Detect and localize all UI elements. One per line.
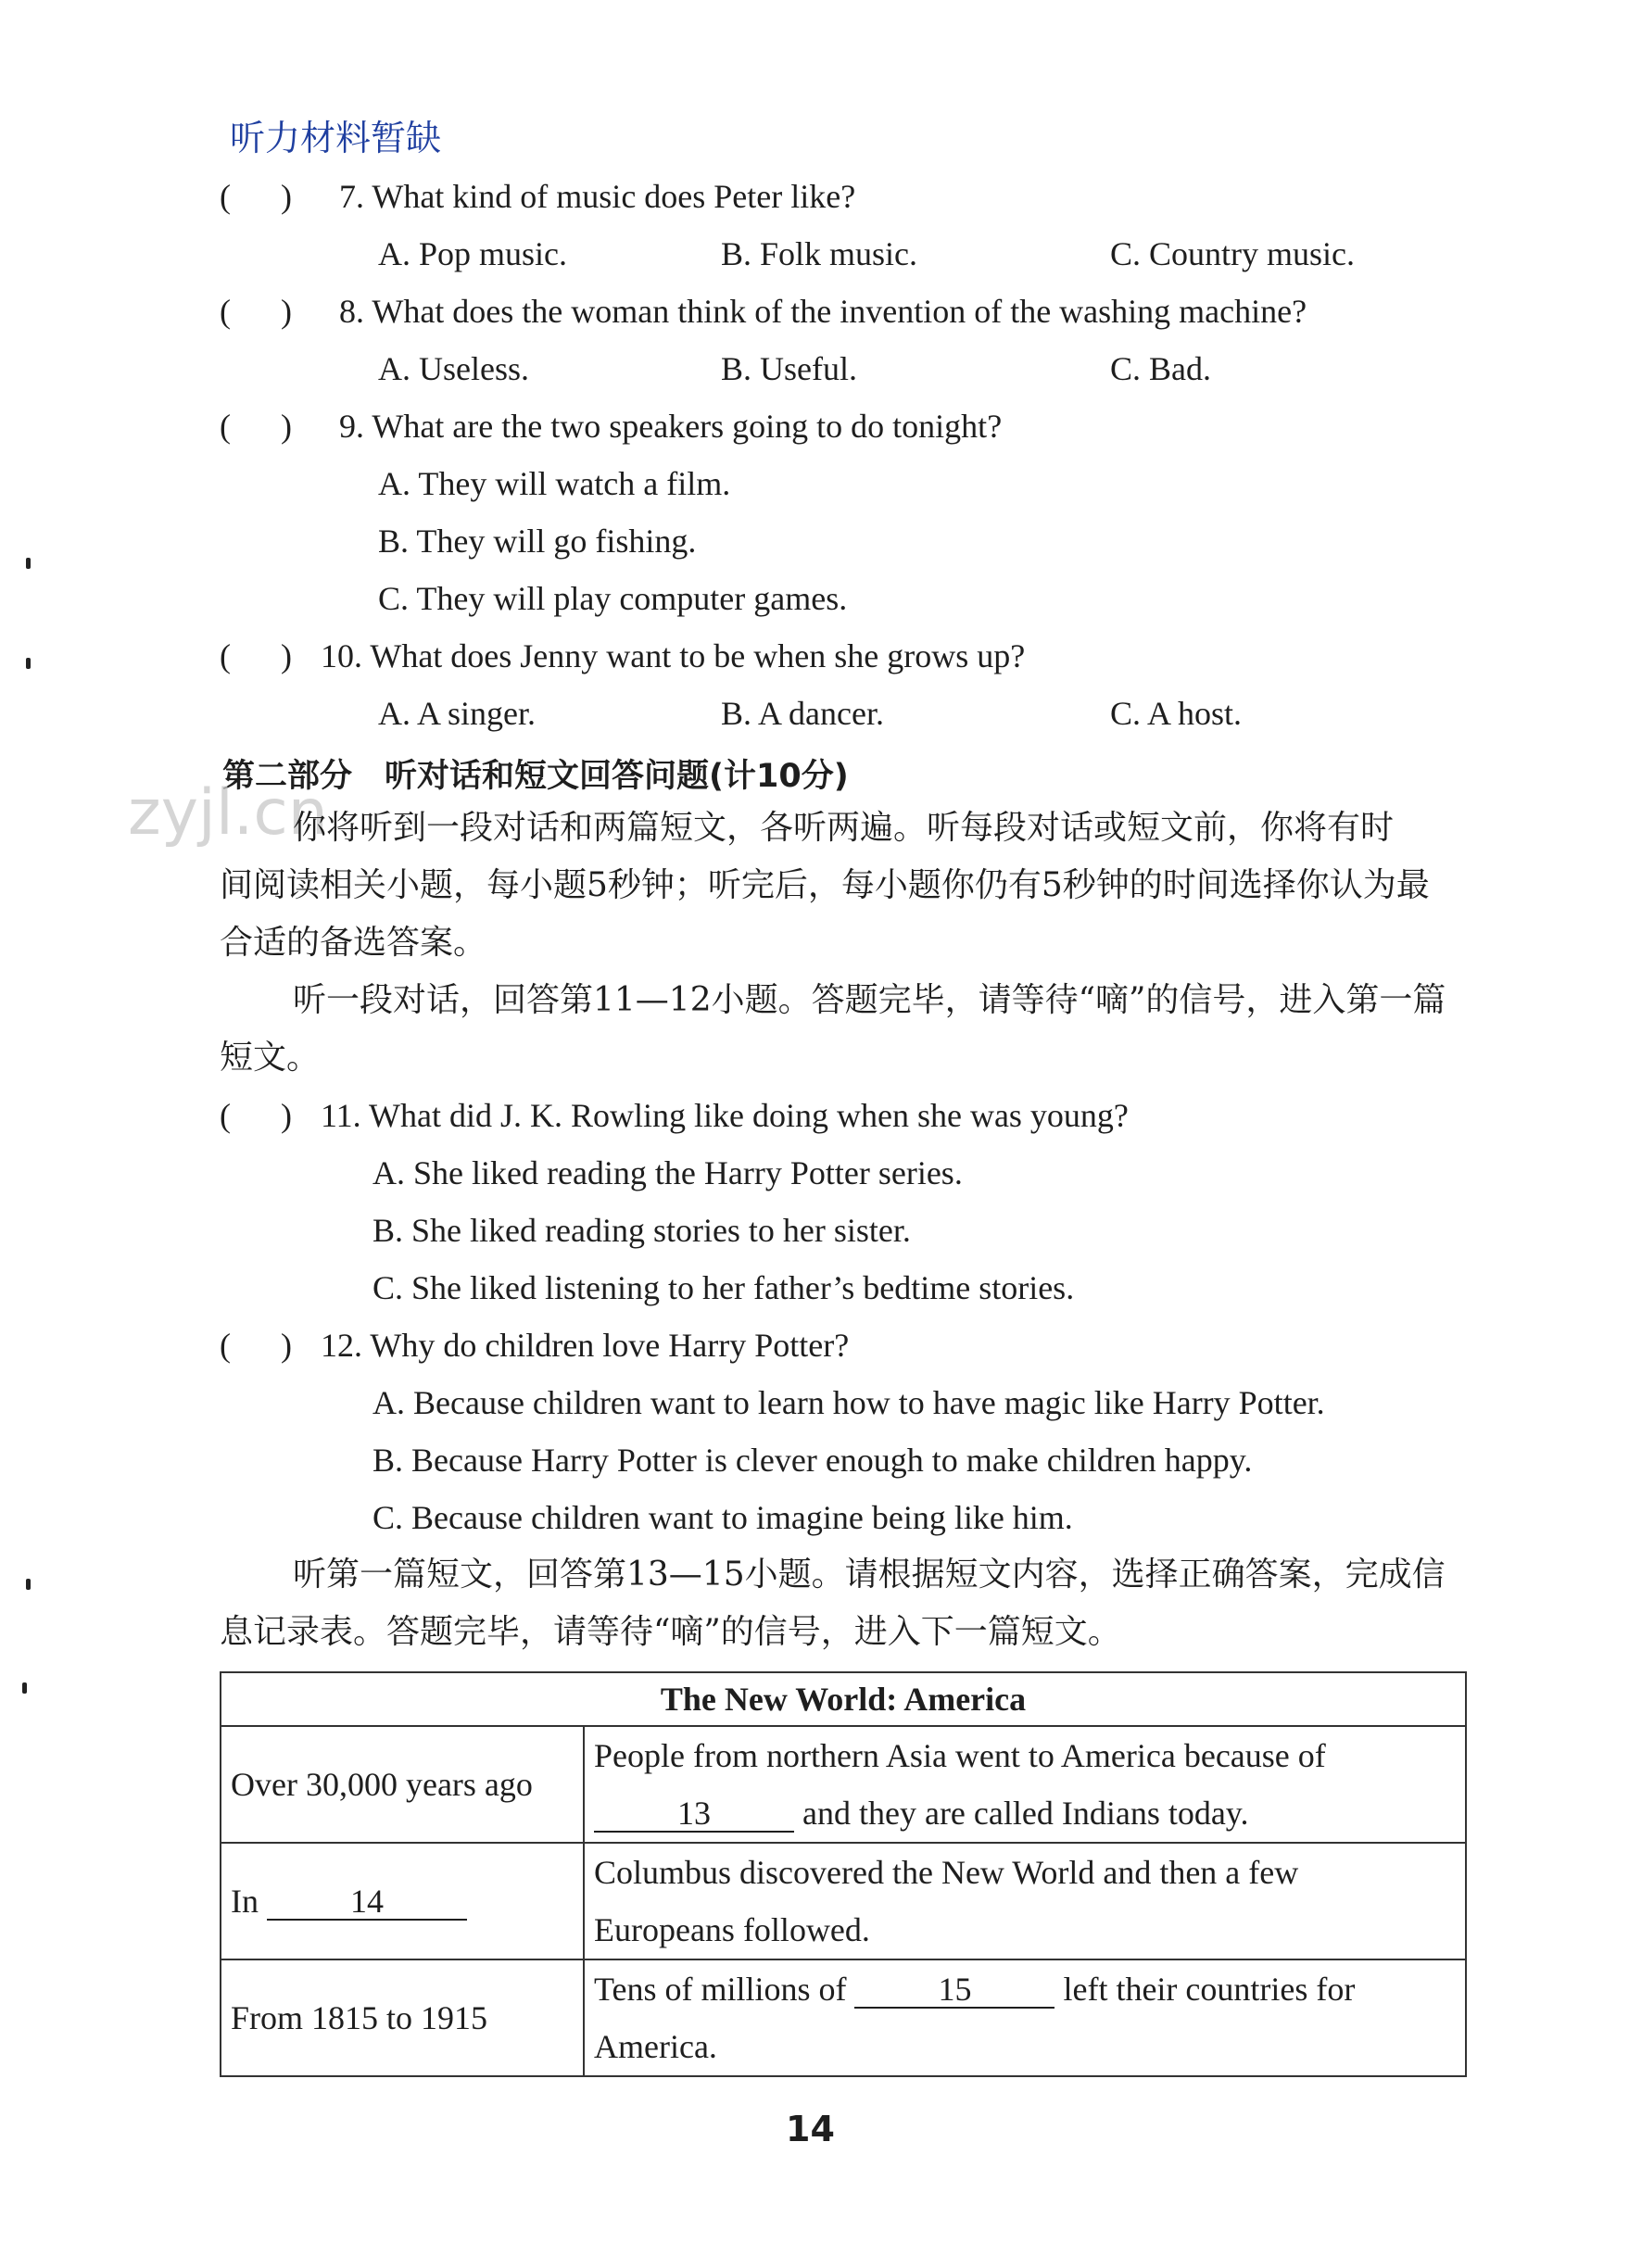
blank-13[interactable]: 13	[594, 1796, 794, 1833]
q7-option-b: B. Folk music.	[721, 235, 918, 272]
q10-option-c: C. A host.	[1110, 695, 1243, 732]
table-row-2-time	[221, 1843, 584, 1959]
q7-option-c: C. Country music.	[1110, 235, 1356, 272]
dialog-instruction-line-1: 听一段对话，回答第11—12小题。答题完毕，请等待“嘀”的信号，进入第一篇	[293, 981, 1446, 1019]
table-row-1-detail	[584, 1726, 1466, 1843]
q9-stem: 9. What are the two speakers going to do tonight?	[339, 408, 1003, 445]
margin-mark	[26, 658, 31, 669]
q10-option-a: A. A singer.	[378, 695, 537, 732]
q9-option-a: A. They will watch a film.	[378, 465, 731, 502]
missing-audio-note: 听力材料暂缺	[230, 118, 442, 158]
q7-option-a: A. Pop music.	[378, 235, 568, 272]
q7-stem: 7. What kind of music does Peter like?	[339, 178, 856, 215]
page-number: 14	[786, 2109, 835, 2149]
dialog-instruction-line-2: 短文。	[220, 1039, 321, 1077]
q8-answer-paren[interactable]: ( )	[220, 293, 292, 330]
table-row	[221, 1959, 1466, 2076]
row-1-text-1: People from northern Asia went to America because of	[594, 1737, 1326, 1774]
q12-answer-paren[interactable]: ( )	[220, 1327, 292, 1364]
q10-answer-paren[interactable]: ( )	[220, 637, 292, 674]
passage-instruction-line-2: 息记录表。答题完毕，请等待“嘀”的信号，进入下一篇短文。	[220, 1613, 1121, 1651]
q12-option-a: A. Because children want to learn how to have magic like Harry Potter.	[373, 1384, 1325, 1421]
table-row-1-time: Over 30,000 years ago	[221, 1726, 584, 1843]
row-2-text-2: Europeans followed.	[594, 1911, 870, 1948]
q11-option-a: A. She liked reading the Harry Potter series.	[373, 1154, 963, 1191]
row-2-text-1: Columbus discovered the New World and then a few	[594, 1854, 1299, 1891]
q12-option-b: B. Because Harry Potter is clever enough to make children happy.	[373, 1442, 1253, 1479]
table-title: The New World: America	[221, 1672, 1466, 1726]
part2-heading: 第二部分 听对话和短文回答问题(计10分)	[222, 758, 849, 795]
margin-mark	[22, 1682, 27, 1694]
row-3-text-2: left their countries for	[1063, 1971, 1356, 2008]
row-1-text-2: and they are called Indians today.	[802, 1795, 1249, 1832]
q8-option-b: B. Useful.	[721, 350, 857, 387]
q8-option-a: A. Useless.	[378, 350, 529, 387]
row-3-text-1: Tens of millions of	[594, 1971, 847, 2008]
q9-option-c: C. They will play computer games.	[378, 580, 848, 617]
q8-option-c: C. Bad.	[1110, 350, 1212, 387]
blank-15[interactable]: 15	[854, 1972, 1054, 2009]
blank-14[interactable]: 14	[267, 1884, 467, 1921]
q12-stem: 12. Why do children love Harry Potter?	[321, 1327, 850, 1364]
passage-instruction-line-1: 听第一篇短文，回答第13—15小题。请根据短文内容，选择正确答案，完成信	[293, 1556, 1446, 1594]
margin-mark	[26, 558, 31, 569]
q9-option-b: B. They will go fishing.	[378, 523, 697, 560]
table-row-3-time: From 1815 to 1915	[221, 1959, 584, 2076]
q7-answer-paren[interactable]: ( )	[220, 178, 292, 215]
info-record-table	[220, 1671, 1467, 2077]
q10-stem: 10. What does Jenny want to be when she grows up?	[321, 637, 1026, 674]
part2-intro-line-3: 合适的备选答案。	[220, 924, 487, 962]
row-3-text-3: America.	[594, 2028, 717, 2065]
q10-option-b: B. A dancer.	[721, 695, 884, 732]
q11-option-c: C. She liked listening to her father’s bedtime stories.	[373, 1269, 1075, 1306]
table-row-2-detail	[584, 1843, 1466, 1959]
q12-option-c: C. Because children want to imagine being like him.	[373, 1499, 1073, 1536]
q8-stem: 8. What does the woman think of the invention of the washing machine?	[339, 293, 1307, 330]
q11-stem: 11. What did J. K. Rowling like doing when she was young?	[321, 1097, 1129, 1134]
part2-intro-line-2: 间阅读相关小题，每小题5秒钟；听完后，每小题你仍有5秒钟的时间选择你认为最	[220, 866, 1430, 904]
table-row	[221, 1843, 1466, 1959]
part2-intro-line-1: 你将听到一段对话和两篇短文，各听两遍。听每段对话或短文前，你将有时	[293, 809, 1395, 847]
watermark-logo: zyjl.cn	[128, 776, 328, 850]
q11-answer-paren[interactable]: ( )	[220, 1097, 292, 1134]
table-title-row	[221, 1672, 1466, 1726]
q11-option-b: B. She liked reading stories to her sister.	[373, 1212, 911, 1249]
q9-answer-paren[interactable]: ( )	[220, 408, 292, 445]
row-2-prefix: In	[231, 1883, 259, 1920]
margin-mark	[26, 1579, 31, 1590]
table-row-3-detail	[584, 1959, 1466, 2076]
table-row	[221, 1726, 1466, 1843]
